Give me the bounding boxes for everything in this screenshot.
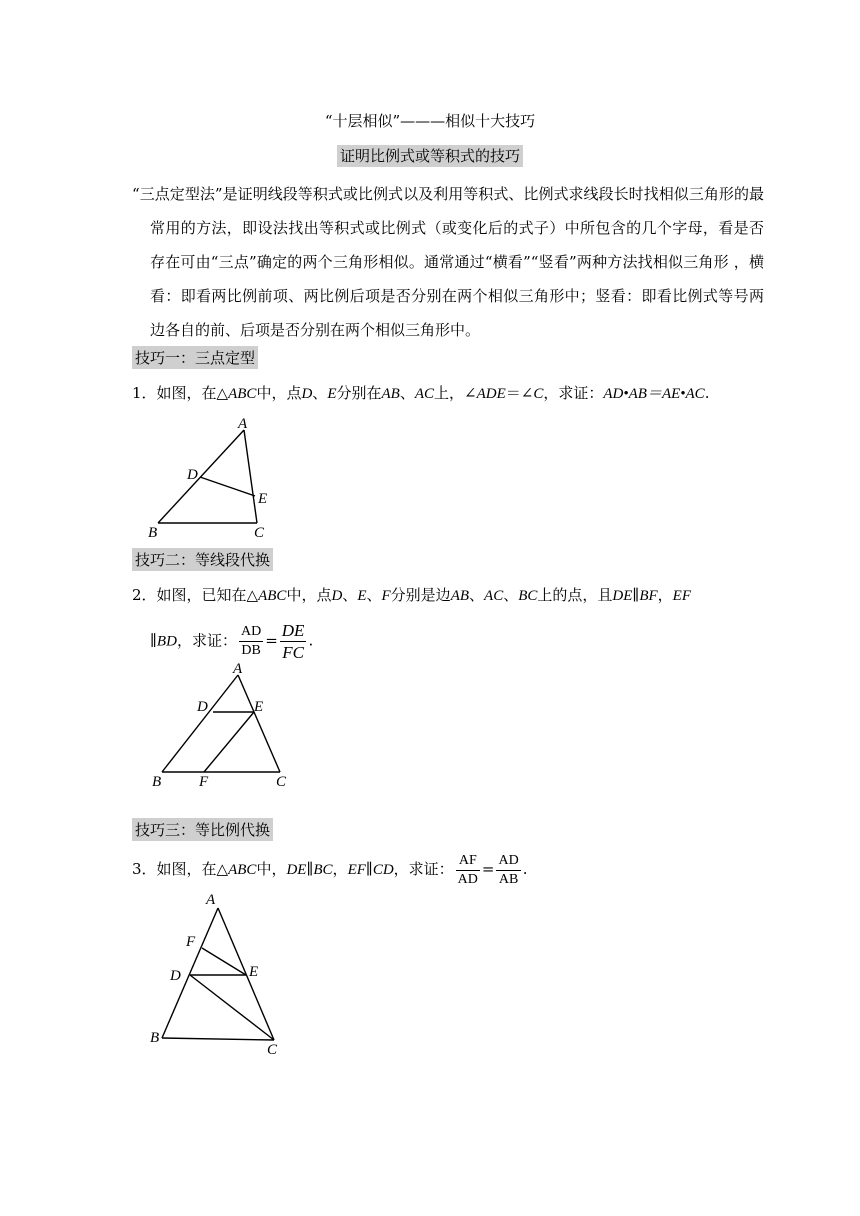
math-var: ∥BD [150,633,177,650]
subtitle-text: 证明比例式或等积式的技巧 [337,145,523,167]
problem-text: 如图，在△ [156,860,229,878]
problem-text: 、 [469,586,485,604]
problem-text: ， [332,860,348,878]
problem-text: 中，点 [256,384,302,402]
label-d: D [187,467,198,483]
segment-ab [158,430,244,523]
math-var: D [301,386,313,402]
problem-text: ，求证： [543,384,604,402]
page-title: “十层相似”———相似十大技巧 [324,112,536,130]
fraction-numerator: AD [496,854,520,871]
label-b: B [152,774,162,790]
math-var: D [331,588,343,604]
segment-ac [218,908,274,1040]
fraction-numerator: DE [281,621,305,640]
label-f: F [186,934,196,950]
problem-text: 上，∠ [434,384,477,402]
math-var: ADE [476,386,506,402]
segment-ef [204,712,254,772]
problem-text: 上的点，且 [537,586,613,604]
label-c: C [267,1042,278,1058]
label-b: B [148,525,158,541]
fraction-ad-db [239,625,263,658]
math-var: E [327,386,337,402]
segment-fe [202,948,246,975]
math-var: BC [518,588,538,604]
label-e: E [258,491,268,507]
problem-text: 如图，已知在△ [156,586,259,604]
problem-text: 、 [342,586,358,604]
problem-text: ，求证： [176,631,237,650]
fraction-numerator: AD [239,625,263,642]
equals-sign: = [481,860,495,878]
problem-text: 分别在 [336,384,382,402]
fraction-ad-ab [496,854,520,887]
math-var: F [381,588,391,604]
problem-number: 1． [132,384,157,402]
problem-text: 、 [366,586,382,604]
label-f: F [199,774,209,790]
problem-1 [132,376,744,411]
math-var: ABC [228,386,257,402]
problem-text: ＝∠ [505,384,534,402]
math-var: AC [414,386,435,402]
problem-text: 、 [503,586,519,604]
problem-text: 分别是边 [390,586,451,604]
label-d: D [197,699,208,715]
problem-text: 中， [256,860,287,878]
label-d: D [170,968,181,984]
problem-number: 2． [132,586,157,604]
section-heading-1: 技巧一：三点定型 [132,346,258,369]
problem-text: 如图，在△ [156,384,229,402]
label-a: A [206,892,216,908]
problem-number: 3． [132,860,157,878]
figure-2-triangle [146,660,296,790]
segment-ab [162,675,238,772]
page-subtitle [0,145,860,166]
problem-3 [132,852,744,887]
fraction-denominator: DB [241,643,261,658]
math-equation: AD•AB＝AE•AC [603,386,705,402]
problem-text: . [308,631,314,650]
problem-text: . [704,384,710,402]
segment-dc [190,975,274,1040]
problem-text: 中，点 [286,586,332,604]
fraction-denominator: FC [282,643,304,662]
label-a: A [238,418,248,432]
math-var: DE∥BF [612,588,658,604]
section-heading-2: 技巧二：等线段代换 [132,548,273,571]
fraction-de-fc [280,622,307,661]
segment-bc [162,1038,274,1040]
math-var: AC [484,588,504,604]
problem-text: . [522,860,528,878]
equals-sign: = [265,631,278,650]
label-b: B [150,1030,160,1046]
problem-text: ， [657,586,673,604]
math-var: ABC [228,862,257,878]
segment-de [200,477,255,496]
fraction-numerator: AF [456,854,480,871]
math-var: C [533,386,544,402]
problem-text: 、 [312,384,328,402]
figure-1-triangle [140,418,280,542]
math-var: DE∥BC [286,862,333,878]
label-a: A [233,661,243,677]
label-c: C [276,774,287,790]
problem-text: 、 [399,384,415,402]
figure-3-triangle [140,888,300,1058]
problem-2 [132,578,744,613]
math-var: AB [450,588,470,604]
math-var: ABC [258,588,287,604]
label-e: E [254,699,264,715]
math-var: EF [672,588,691,604]
label-e: E [249,964,259,980]
intro-paragraph: “三点定型法”是证明线段等积式或比例式以及利用等积式、比例式求线段长时找相似三角形的最常用的方法，即设法找出等积式或比例式（或变化后的式子）中所包含的几个字母，看是否存在可由“三点”确定的两个三角形相似。通常通过“横看”“竖看”两种方法找相似三角形 ，横看：即看两比例前项、两比例后项是否分别在两个相似三角形中；竖看：即看比例式等号两边各自的前、后项是否分别在两个相似三角形中。 [132,185,764,339]
math-var: E [357,588,367,604]
section-heading-3: 技巧三：等比例代换 [132,818,273,841]
fraction-denominator: AB [498,871,519,887]
problem-2-continuation [132,622,744,661]
segment-ac [244,430,257,523]
fraction-denominator: AD [457,871,478,887]
math-var: AB [381,386,400,402]
math-var: EF∥CD [347,862,394,878]
problem-text: ，求证： [393,860,454,878]
problem-2-line-2 [132,622,744,661]
fraction-af-ad [456,854,480,887]
label-c: C [254,525,265,541]
